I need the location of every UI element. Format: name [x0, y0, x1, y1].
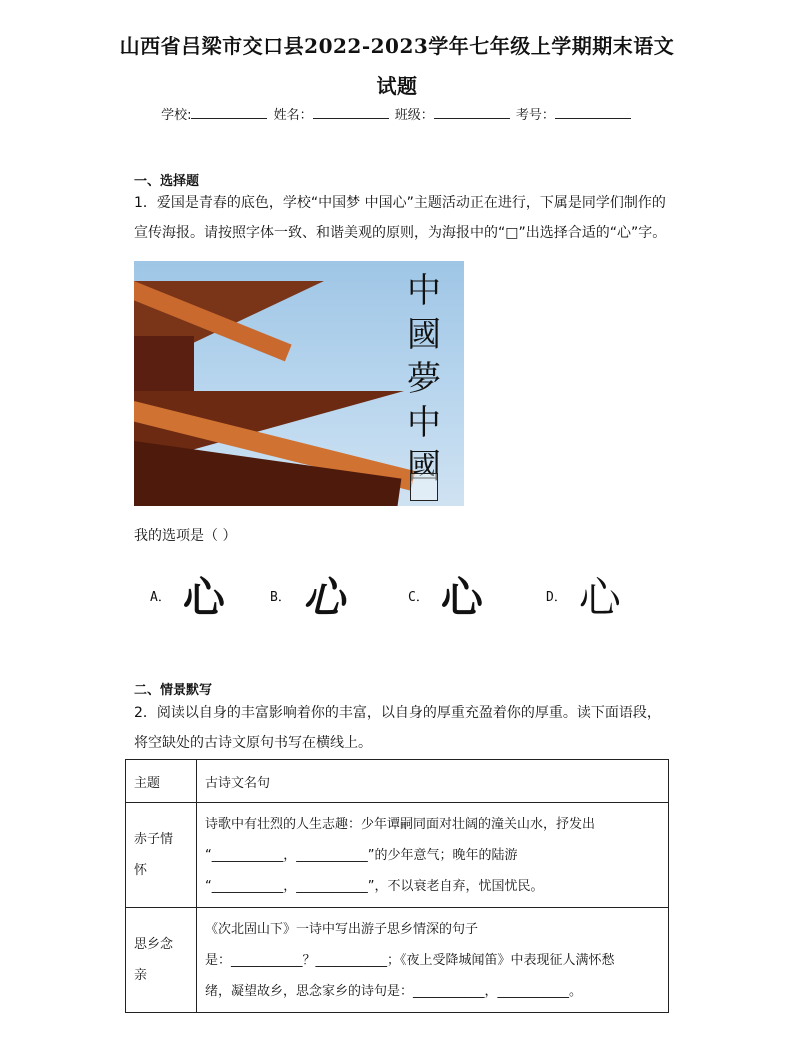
header-theme: 主题: [126, 760, 197, 803]
poem-table: [125, 759, 669, 1013]
option-b[interactable]: [270, 560, 345, 630]
row1-line3: “___________，___________”，不以衰老自弃，忧国忧民。: [205, 878, 544, 894]
poster-image: [134, 261, 464, 506]
row1-content[interactable]: [197, 803, 669, 908]
row2-line3: 绪，凝望故乡，思念家乡的诗句是：___________，___________。: [205, 983, 583, 999]
class-blank[interactable]: [434, 105, 510, 119]
question1-line2: 宣传海报。请按照字体一致、和谐美观的原则，为海报中的“□”出选择合适的“心”字。: [134, 225, 667, 241]
row2-theme-line1: 思乡念: [134, 937, 174, 952]
row2-line2: 是：___________？___________；《夜上受降城闻笛》中表现征人满怀愁: [205, 952, 615, 968]
exam-title-line2: 试题: [376, 74, 418, 98]
poster-char: 夢: [407, 359, 441, 399]
row1-theme-line1: 赤子情: [134, 832, 174, 847]
question2-line1: 2．阅读以自身的丰富影响着你的丰富，以自身的厚重充盈着你的厚重。读下面语段，: [134, 705, 661, 721]
exam-number-blank[interactable]: [555, 105, 631, 119]
poster-char: 中: [407, 403, 441, 443]
class-label: 班级：: [394, 108, 434, 123]
row1-theme-line2: 怀: [134, 863, 148, 878]
poster-empty-box: [410, 473, 438, 501]
question1-line1: 1．爱国是青春的底色，学校“中国梦 中国心”主题活动正在进行，下属是同学们制作的: [134, 195, 666, 211]
options-row: [150, 560, 670, 630]
option-a-label: A．: [150, 589, 171, 605]
row1-theme: [126, 803, 197, 908]
option-c[interactable]: [408, 560, 483, 630]
option-a-glyph: 心: [182, 573, 225, 622]
school-blank[interactable]: [191, 105, 267, 119]
option-a[interactable]: [150, 560, 225, 630]
poster-char: 中: [407, 271, 441, 311]
row2-line1: 《次北固山下》一诗中写出游子思乡情深的句子: [205, 921, 479, 937]
question2-text: [134, 698, 674, 758]
answer-prompt: 我的选项是（ ）: [134, 528, 237, 544]
table-header-row: [126, 760, 669, 803]
exam-title-line1: 山西省吕梁市交口县2022-2023学年七年级上学期期末语文: [119, 34, 675, 58]
poster-char: 國: [407, 315, 441, 355]
option-b-glyph: 心: [302, 573, 345, 622]
table-row: [126, 908, 669, 1013]
question2-line2: 将空缺处的古诗文原句书写在横线上。: [134, 735, 372, 751]
option-c-label: C．: [408, 589, 429, 605]
section2-heading: 二、情景默写: [134, 683, 213, 698]
row2-theme-line2: 亲: [134, 968, 148, 983]
option-d[interactable]: [546, 560, 621, 630]
header-poem: 古诗文名句: [197, 760, 669, 803]
student-info-row: [0, 104, 794, 123]
option-d-glyph: 心: [578, 573, 621, 622]
row1-line1: 诗歌中有壮烈的人生志趣：少年谭嗣同面对壮阔的潼关山水，抒发出: [205, 816, 596, 832]
option-c-glyph: 心: [440, 573, 483, 622]
section1-heading: 一、选择题: [134, 174, 200, 189]
poster-char: 國: [407, 447, 441, 487]
name-label: 姓名：: [273, 108, 313, 123]
row1-line2: “___________，___________”的少年意气；晚年的陆游: [205, 847, 518, 863]
school-label: 学校:: [161, 108, 192, 123]
table-row: [126, 803, 669, 908]
exam-number-label: 考号：: [515, 108, 555, 123]
row2-content[interactable]: [197, 908, 669, 1013]
poster-vertical-text: [404, 269, 444, 489]
question1-text: [134, 188, 674, 248]
option-d-label: D．: [546, 589, 567, 605]
name-blank[interactable]: [313, 105, 389, 119]
option-b-label: B．: [270, 589, 291, 605]
row2-theme: [126, 908, 197, 1013]
